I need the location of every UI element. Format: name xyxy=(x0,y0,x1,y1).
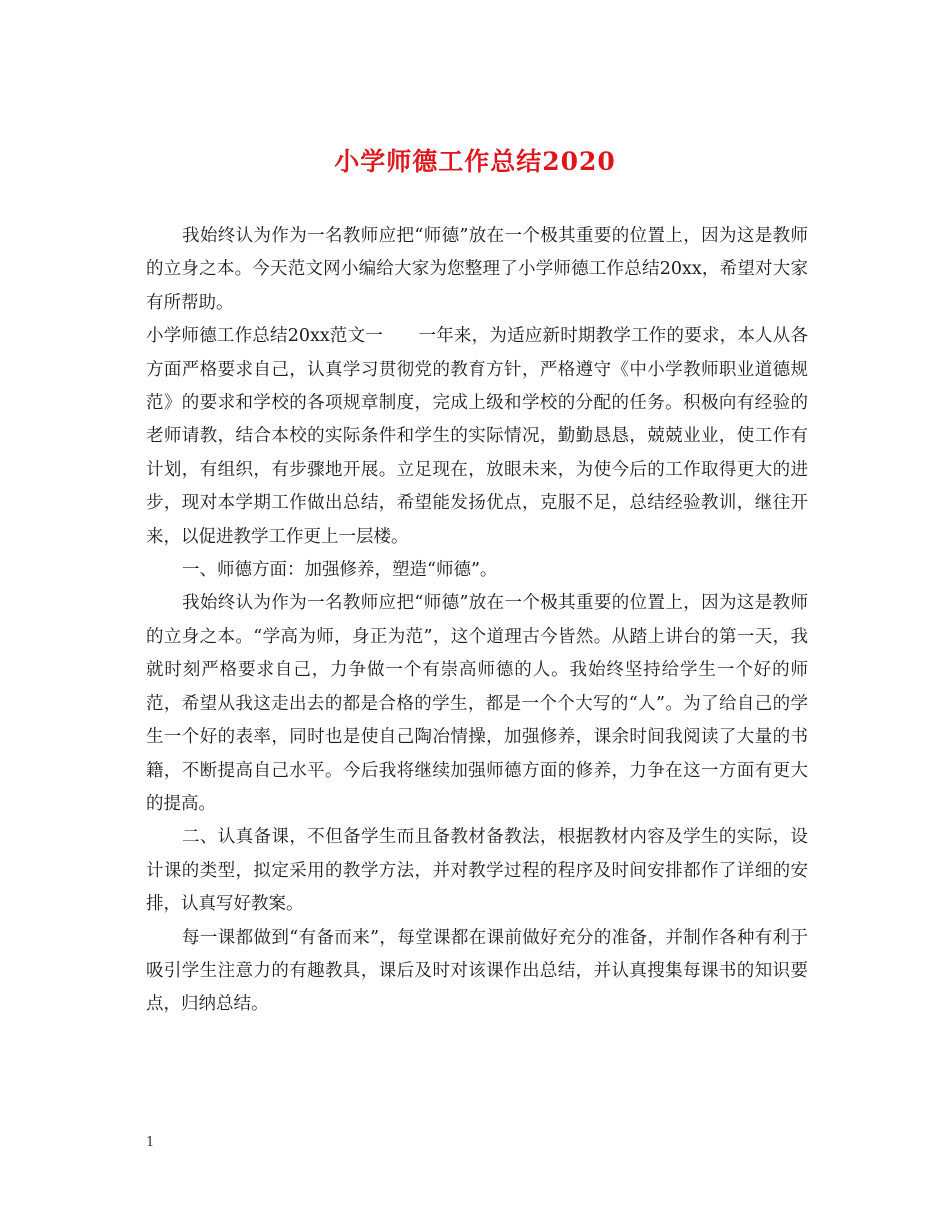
document-body xyxy=(146,220,808,1022)
page-number: 1 xyxy=(146,1135,155,1150)
section-heading-ethics: 一、师德方面：加强修养，塑造“师德”。 xyxy=(182,560,498,581)
paragraph-sample-one: 小学师德工作总结20xx范文一 一年来，为适应新时期教学工作的要求，本人从各方面严格要求自己，认真学习贯彻党的教育方针，严格遵守《中小学教师职业道德规范》的要求和学校的各项规章制度，完成上级和学校的分配的任务。积极向有经验的老师请教，结合本校的实际条件和学生的实际情况，勤勤恳恳，兢兢业业，使工作有计划，有组织，有步骤地开展。立足现在，放眼未来，为使今后的工作取得更大的进步，现对本学期工作做出总结，希望能发扬优点，克服不足，总结经验教训，继往开来，以促进教学工作更上一层楼。 xyxy=(146,326,808,547)
document-title: 小学师德工作总结2020 xyxy=(334,147,616,176)
paragraph-ethics: 我始终认为作为一名教师应把“师德”放在一个极其重要的位置上，因为这是教师的立身之本。“学高为师，身正为范”，这个道理古今皆然。从踏上讲台的第一天，我就时刻严格要求自己，力争做一个有崇高师德的人。我始终坚持给学生一个好的师范，希望从我这走出去的都是合格的学生，都是一个个大写的“人”。为了给自己的学生一个好的表率，同时也是使自己陶冶情操，加强修养，课余时间我阅读了大量的书籍，不断提高自己水平。今后我将继续加强师德方面的修养，力争在这一方面有更大的提高。 xyxy=(146,593,808,814)
paragraph-lesson-prep: 每一课都做到“有备而来”，每堂课都在课前做好充分的准备，并制作各种有利于吸引学生注意力的有趣教具，课后及时对该课作出总结，并认真搜集每课书的知识要点，归纳总结。 xyxy=(146,927,808,1015)
paragraph-intro: 我始终认为作为一名教师应把“师德”放在一个极其重要的位置上，因为这是教师的立身之本。今天范文网小编给大家为您整理了小学师德工作总结20xx，希望对大家有所帮助。 xyxy=(146,226,808,313)
section-heading-lesson-prep: 二、认真备课，不但备学生而且备教材备教法，根据教材内容及学生的实际，设计课的类型，拟定采用的教学方法，并对教学过程的程序及时间安排都作了详细的安排，认真写好教案。 xyxy=(146,827,808,915)
